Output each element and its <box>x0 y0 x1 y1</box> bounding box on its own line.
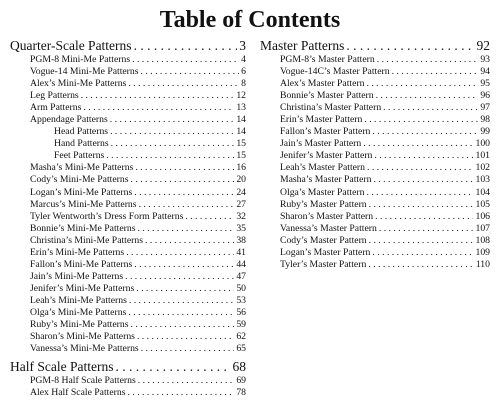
dot-leader <box>134 187 234 199</box>
toc-entry[interactable] <box>10 66 246 78</box>
toc-entry-label: Alex’s Master Pattern <box>280 78 365 90</box>
dot-leader <box>364 114 478 126</box>
toc-entry[interactable] <box>260 102 490 114</box>
page-title: Table of Contents <box>159 7 341 33</box>
toc-entry-label: Tyler’s Master Pattern <box>280 258 367 270</box>
toc-page-number: 109 <box>475 246 490 258</box>
toc-entry[interactable] <box>10 187 246 199</box>
toc-entry[interactable] <box>10 235 246 247</box>
dot-leader <box>383 102 478 114</box>
toc-entry-label: Bonnie’s Master Pattern <box>280 90 374 102</box>
toc-page-number: 94 <box>480 66 490 78</box>
dot-leader <box>372 247 473 259</box>
dot-leader <box>81 90 235 102</box>
toc-page-number: 98 <box>480 114 490 126</box>
toc-entry-label: Tyler Wentworth’s Dress Form Patterns <box>30 210 184 222</box>
toc-entry[interactable] <box>10 387 246 399</box>
toc-entry[interactable] <box>260 150 490 162</box>
dot-leader <box>141 66 240 78</box>
toc-entry-label: Erin’s Mini-Me Patterns <box>30 246 125 258</box>
toc-entry[interactable] <box>260 235 490 247</box>
toc-page-number: 102 <box>475 162 490 174</box>
dot-leader <box>379 223 474 235</box>
toc-entry[interactable] <box>10 319 246 331</box>
toc-entry-label: Bonnie’s Mini-Me Patterns <box>30 222 136 234</box>
toc-entry-label: Jenifer’s Master Pattern <box>280 150 373 162</box>
toc-page-number: 105 <box>475 198 490 210</box>
toc-section-heading[interactable] <box>10 359 246 375</box>
toc-page-number: 44 <box>236 258 246 270</box>
toc-entry-label: Sharon’s Master Pattern <box>280 210 374 222</box>
toc-entry-label: Feet Patterns <box>54 150 105 162</box>
toc-page-number: 69 <box>236 375 246 387</box>
dot-leader <box>138 375 235 387</box>
toc-entry-label: Vanessa’s Master Pattern <box>280 222 377 234</box>
toc-entry[interactable] <box>260 259 490 271</box>
dot-leader <box>131 319 235 331</box>
dot-leader <box>363 138 473 150</box>
dot-leader <box>135 162 234 174</box>
toc-entry-label: Ruby’s Master Pattern <box>280 198 367 210</box>
toc-right-column <box>260 38 490 271</box>
toc-entry-label: Ruby’s Mini-Me Patterns <box>30 319 129 331</box>
toc-page-number: 99 <box>480 126 490 138</box>
dot-leader <box>373 174 473 186</box>
toc-page-number: 101 <box>475 150 490 162</box>
toc-entry-label: Jain’s Mini-Me Patterns <box>30 270 124 282</box>
toc-page-number: 106 <box>475 210 490 222</box>
toc-page-number: 27 <box>236 198 246 210</box>
dot-leader <box>128 387 235 399</box>
dot-leader <box>134 259 234 271</box>
dot-leader <box>346 38 474 54</box>
toc-entry[interactable] <box>10 90 246 102</box>
toc-entry[interactable] <box>10 295 246 307</box>
toc-page-number: 104 <box>475 186 490 198</box>
toc-page-number: 53 <box>236 294 246 306</box>
toc-entry-label: Vogue-14C’s Master Pattern <box>280 66 390 78</box>
toc-entry-label: Masha’s Mini-Me Patterns <box>30 162 134 174</box>
toc-entry-label: Masha’s Master Pattern <box>280 174 372 186</box>
dot-leader <box>145 235 234 247</box>
toc-entry-label: Erin’s Master Pattern <box>280 114 363 126</box>
toc-page-number: 50 <box>236 282 246 294</box>
toc-entry-label: Jenifer’s Mini-Me Patterns <box>30 282 135 294</box>
toc-entry-label: Olga’s Mini-Me Patterns <box>30 306 127 318</box>
toc-entry[interactable] <box>260 138 490 150</box>
toc-entry[interactable] <box>10 343 246 355</box>
toc-page-number: 8 <box>241 78 246 90</box>
dot-leader <box>366 187 473 199</box>
toc-page-number: 15 <box>236 150 246 162</box>
dot-leader <box>367 162 473 174</box>
dot-leader <box>375 211 473 223</box>
toc-entry-label: Leah’s Master Pattern <box>280 162 366 174</box>
toc-page-number: 12 <box>236 90 246 102</box>
toc-entry[interactable] <box>260 54 490 66</box>
dot-leader <box>128 78 239 90</box>
toc-page-number: 68 <box>232 359 246 375</box>
toc-page-number: 95 <box>480 78 490 90</box>
toc-entry[interactable] <box>10 331 246 343</box>
dot-leader <box>125 271 234 283</box>
toc-entry[interactable] <box>10 247 246 259</box>
toc-entry[interactable] <box>10 211 246 223</box>
toc-entry-label: Half Scale Patterns <box>10 359 114 375</box>
toc-entry-label: Master Patterns <box>260 38 345 53</box>
toc-entry[interactable] <box>260 114 490 126</box>
toc-entry-label: Cody’s Master Pattern <box>280 234 367 246</box>
toc-page-number: 41 <box>236 246 246 258</box>
toc-entry[interactable] <box>10 259 246 271</box>
toc-page-number: 13 <box>236 102 246 114</box>
toc-page-number: 93 <box>480 54 490 65</box>
toc-page-number: 59 <box>236 319 246 331</box>
toc-entry-label: Olga’s Master Pattern <box>280 186 365 198</box>
toc-entry[interactable] <box>10 150 246 162</box>
toc-entry[interactable] <box>260 223 490 235</box>
toc-entry-label: Christina’s Master Pattern <box>280 102 382 114</box>
toc-entry[interactable] <box>260 90 490 102</box>
toc-page-number: 47 <box>236 270 246 282</box>
dot-leader <box>376 90 479 102</box>
toc-entry[interactable] <box>10 138 246 150</box>
toc-entry-label: Quarter-Scale Patterns <box>10 38 132 53</box>
toc-entry[interactable] <box>10 126 246 138</box>
toc-entry-label: Hand Patterns <box>54 138 109 150</box>
toc-page-number: 16 <box>236 162 246 174</box>
toc-entry[interactable] <box>260 187 490 199</box>
toc-page-number: 108 <box>475 234 490 246</box>
toc-entry-label: Leg Patterns <box>30 90 79 102</box>
dot-leader <box>141 343 235 355</box>
toc-page-number: 96 <box>480 90 490 102</box>
toc-page-number: 14 <box>236 126 246 138</box>
dot-leader <box>83 102 234 114</box>
toc-page-number: 110 <box>475 258 490 270</box>
toc-page-number: 32 <box>236 210 246 222</box>
toc-entry[interactable] <box>260 211 490 223</box>
toc-page-number: 78 <box>236 387 246 399</box>
toc-entry-label: Arm Patterns <box>30 102 82 114</box>
toc-entry[interactable] <box>260 66 490 78</box>
dot-leader <box>106 150 234 162</box>
dot-leader <box>129 295 234 307</box>
dot-leader <box>110 114 235 126</box>
dot-leader <box>392 66 479 78</box>
toc-page-number: 100 <box>475 138 490 150</box>
toc-entry[interactable] <box>10 283 246 295</box>
toc-entry-label: Logan’s Mini-Me Patterns <box>30 186 133 198</box>
dot-leader <box>132 54 239 66</box>
toc-entry-label: Christina’s Mini-Me Patterns <box>30 234 144 246</box>
toc-entry-label: Cody’s Mini-Me Patterns <box>30 174 129 186</box>
dot-leader <box>372 126 478 138</box>
dot-leader <box>111 138 235 150</box>
toc-page-number: 92 <box>476 38 490 53</box>
toc-entry[interactable] <box>10 102 246 114</box>
toc-entry[interactable] <box>10 199 246 211</box>
toc-entry[interactable] <box>260 162 490 174</box>
toc-page-number: 65 <box>236 343 246 355</box>
toc-entry[interactable] <box>10 375 246 387</box>
toc-entry[interactable] <box>10 223 246 235</box>
toc-page-number: 62 <box>236 331 246 343</box>
dot-leader <box>366 78 478 90</box>
toc-page-number: 14 <box>236 114 246 126</box>
dot-leader <box>374 150 473 162</box>
toc-entry-label: Appendage Patterns <box>30 114 108 126</box>
toc-entry[interactable] <box>10 174 246 186</box>
toc-page-number: 24 <box>236 186 246 198</box>
toc-page-number: 35 <box>236 222 246 234</box>
toc-entry[interactable] <box>260 199 490 211</box>
toc-section-heading[interactable] <box>10 38 246 54</box>
toc-entry[interactable] <box>10 307 246 319</box>
toc-page-number: 56 <box>236 306 246 318</box>
toc-entry-label: Sharon’s Mini-Me Patterns <box>30 331 135 343</box>
toc-entry[interactable] <box>260 126 490 138</box>
toc-page-number: 4 <box>241 54 246 65</box>
toc-entry[interactable] <box>10 78 246 90</box>
toc-page-number: 38 <box>236 234 246 246</box>
toc-entry-label: Vogue-14 Mini-Me Patterns <box>30 66 139 78</box>
dot-leader <box>137 223 234 235</box>
dot-leader <box>369 235 474 247</box>
toc-page-number: 20 <box>236 174 246 186</box>
toc-entry-label: PGM-8 Half Scale Patterns <box>30 375 136 387</box>
dot-leader <box>126 247 234 259</box>
dot-leader <box>185 211 234 223</box>
toc-page-number: 15 <box>236 138 246 150</box>
toc-entry-label: Alex Half Scale Patterns <box>30 387 126 399</box>
dot-leader <box>136 283 234 295</box>
toc-entry-label: Head Patterns <box>54 126 109 138</box>
dot-leader <box>134 38 238 54</box>
dot-leader <box>368 259 474 271</box>
toc-entry-label: Leah’s Mini-Me Patterns <box>30 294 127 306</box>
toc-entry[interactable] <box>260 78 490 90</box>
toc-entry-label: Logan’s Master Pattern <box>280 246 371 258</box>
toc-entry[interactable] <box>10 271 246 283</box>
toc-section-heading[interactable] <box>260 38 490 54</box>
toc-page-number: 97 <box>480 102 490 114</box>
dot-leader <box>139 199 235 211</box>
dot-leader <box>131 174 235 186</box>
toc-entry-label: PGM-8 Mini-Me Patterns <box>30 54 131 65</box>
toc-entry[interactable] <box>260 247 490 259</box>
dot-leader <box>137 331 234 343</box>
toc-entry-label: Vanessa’s Mini-Me Patterns <box>30 343 139 355</box>
toc-entry[interactable] <box>10 162 246 174</box>
toc-entry-label: Alex’s Mini-Me Patterns <box>30 78 127 90</box>
toc-page-number: 6 <box>241 66 246 78</box>
toc-entry[interactable] <box>10 54 246 66</box>
dot-leader <box>369 199 474 211</box>
toc-page-number: 3 <box>239 38 246 53</box>
toc-entry-label: Jain’s Master Pattern <box>280 138 362 150</box>
dot-leader <box>115 359 230 375</box>
dot-leader <box>128 307 234 319</box>
toc-entry[interactable] <box>260 174 490 186</box>
toc-entry-label: Fallon’s Mini-Me Patterns <box>30 258 133 270</box>
toc-left-column <box>10 38 246 399</box>
dot-leader <box>110 126 234 138</box>
toc-entry[interactable] <box>10 114 246 126</box>
toc-page-number: 107 <box>475 222 490 234</box>
toc-entry-label: Fallon’s Master Pattern <box>280 126 371 138</box>
toc-page-number: 103 <box>475 174 490 186</box>
dot-leader <box>377 54 479 66</box>
toc-entry-label: PGM-8’s Master Pattern <box>280 54 375 65</box>
toc-entry-label: Marcus’s Mini-Me Patterns <box>30 198 137 210</box>
